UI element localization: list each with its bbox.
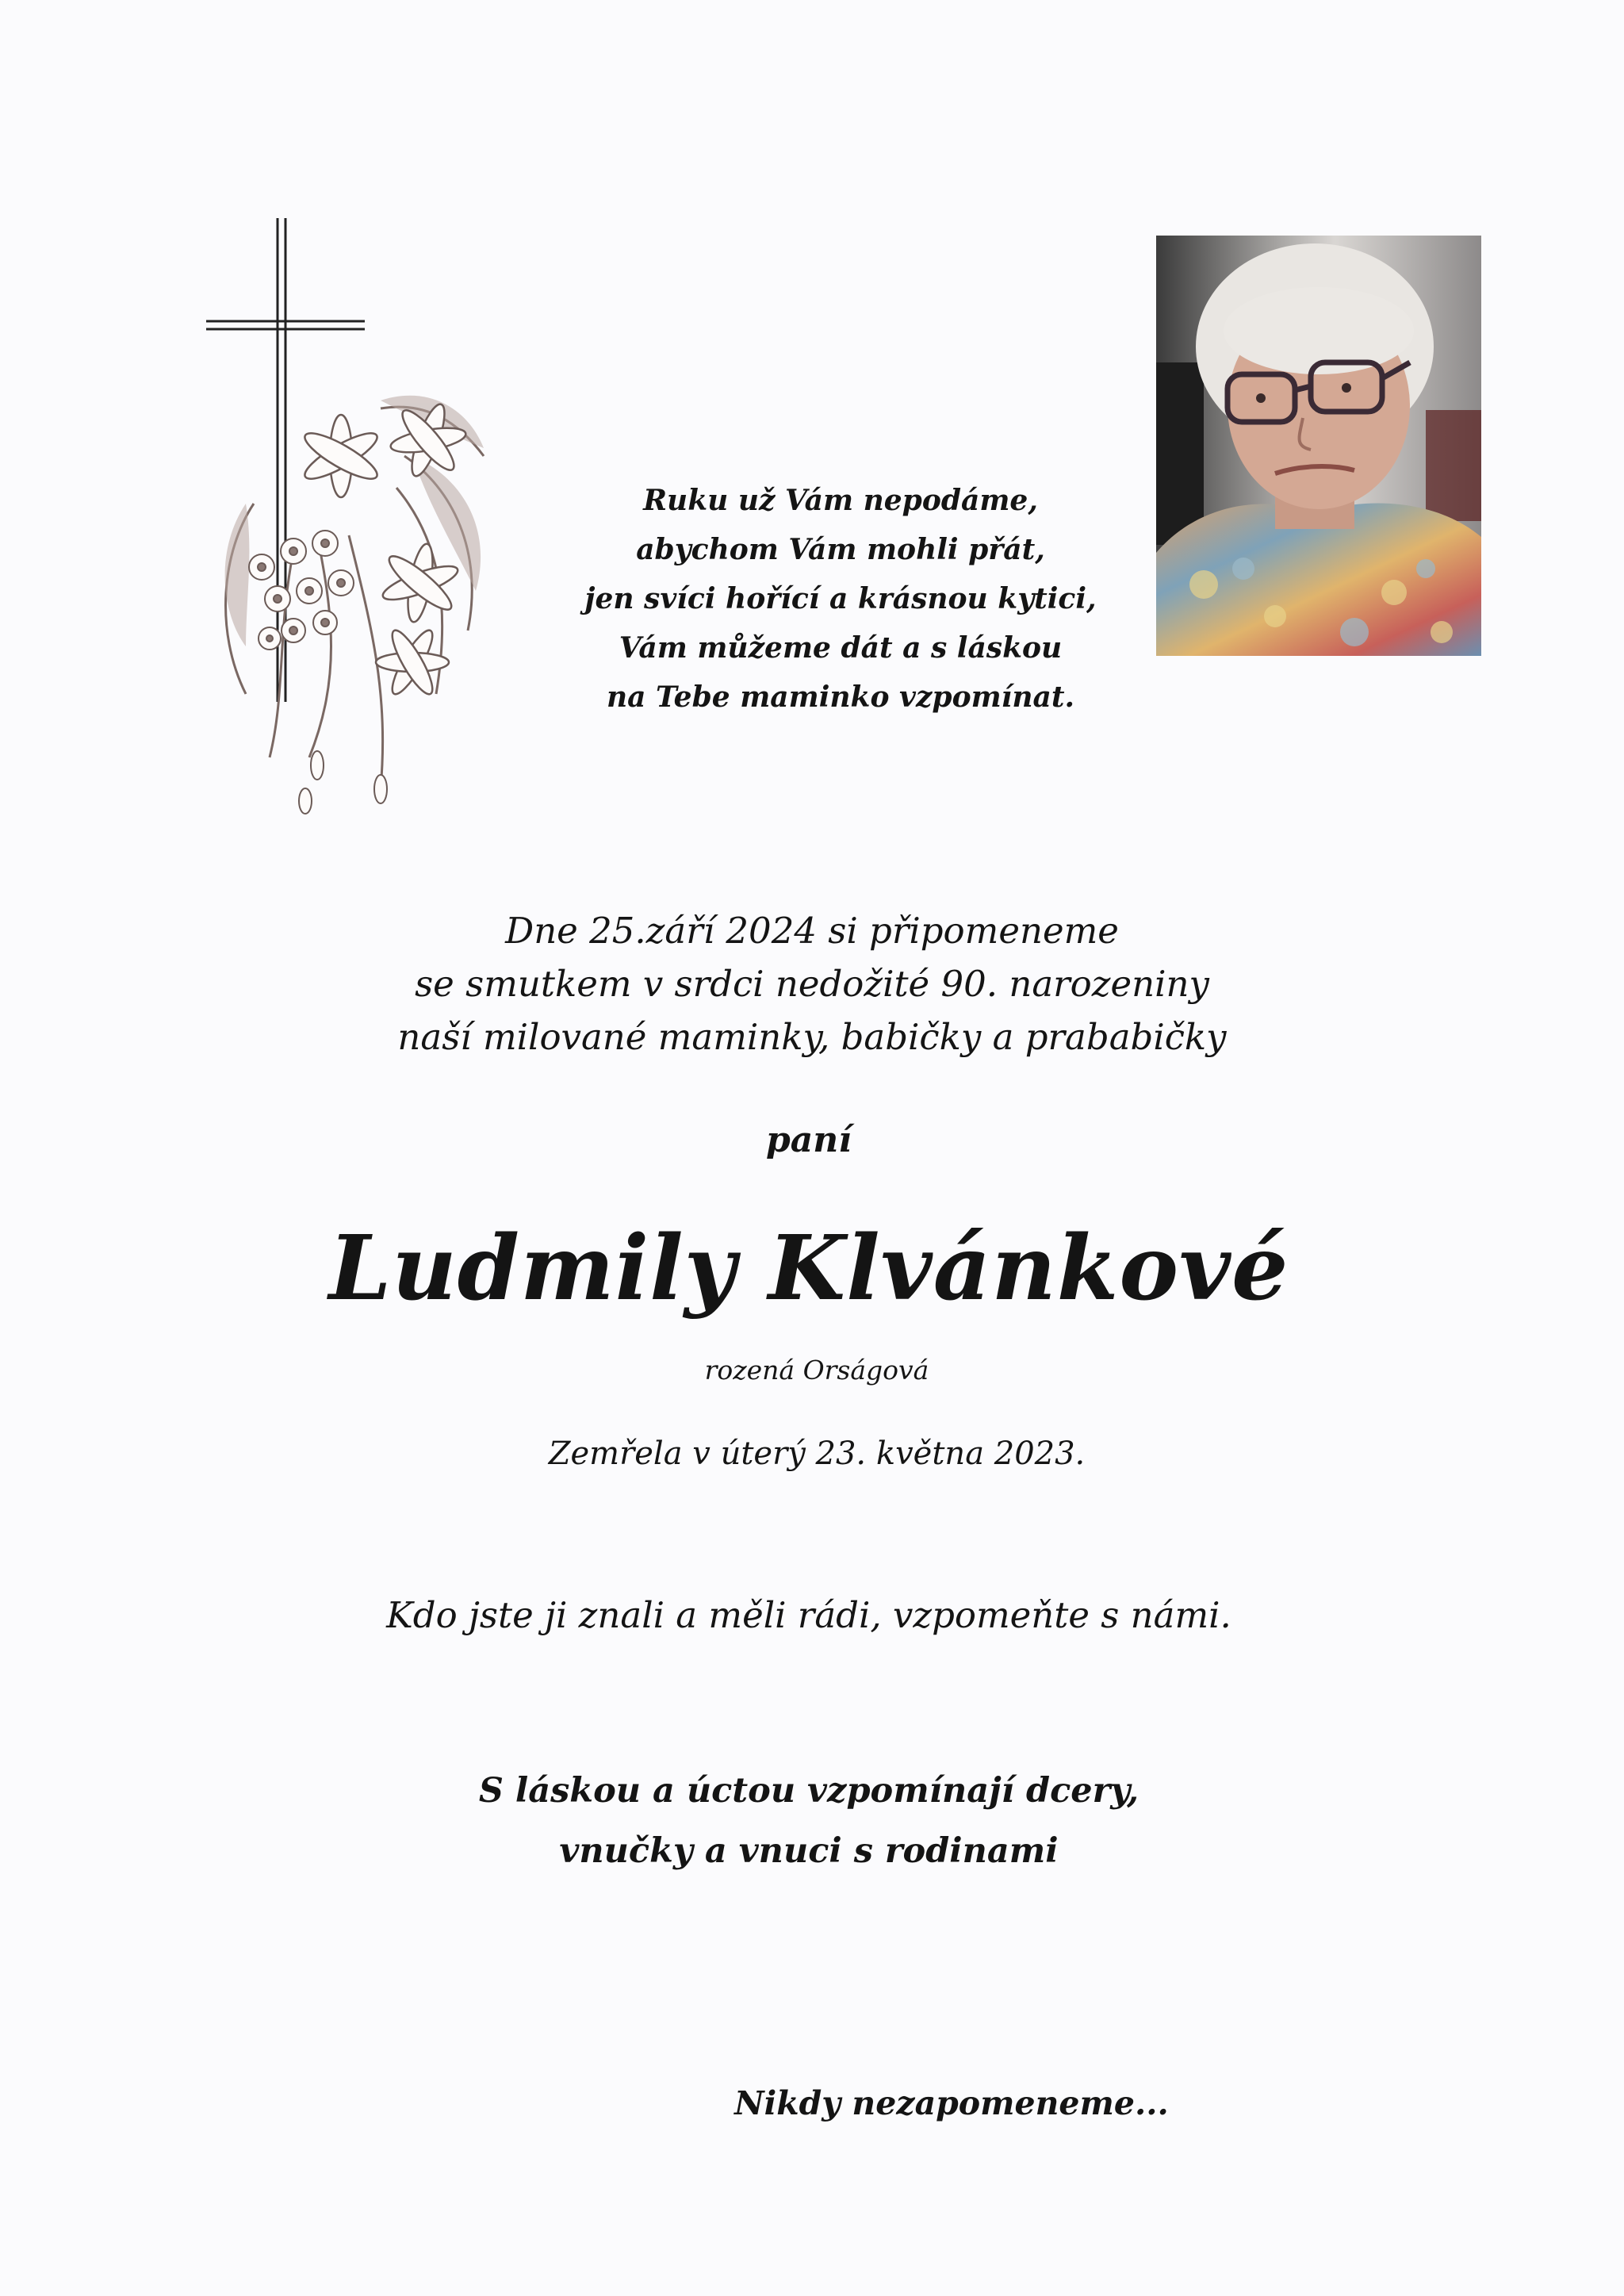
poem-line: na Tebe maminko vzpomínat.: [606, 680, 1075, 714]
poem-line: Vám můžeme dát a s láskou: [619, 631, 1063, 665]
poem-line: abychom Vám mohli přát,: [636, 533, 1045, 566]
title-word: paní: [766, 1120, 852, 1160]
poem-line: Ruku už Vám nepodáme,: [643, 484, 1038, 517]
intro-paragraph: [320, 904, 1304, 1064]
intro-line: Dne 25.září 2024 si připomeneme: [505, 910, 1119, 952]
poem: [555, 476, 1126, 722]
signature-line: S láskou a úctou vzpomínají dcery,: [478, 1771, 1139, 1811]
intro-line: naší milované maminky, babičky a prababičky: [397, 1016, 1227, 1058]
poem-line: jen svíci hořící a krásnou kytici,: [584, 582, 1097, 615]
signature-line: vnučky a vnuci s rodinami: [559, 1831, 1059, 1871]
signature: [412, 1761, 1205, 1881]
intro-line: se smutkem v srdci nedožité 90. narozeniny: [415, 963, 1209, 1005]
maiden-name: rozená Orságová: [704, 1355, 929, 1386]
cross-with-lilies-icon: [198, 218, 539, 821]
portrait-photo: [1156, 236, 1481, 656]
closing-line: Nikdy nezapomeneme...: [734, 2084, 1169, 2122]
remember-line: Kdo jste ji znali a měli rádi, vzpomeňte s námi.: [386, 1594, 1231, 1636]
deceased-name: Ludmily Klvánkové: [328, 1217, 1289, 1320]
death-date-line: Zemřela v úterý 23. května 2023.: [548, 1435, 1086, 1472]
